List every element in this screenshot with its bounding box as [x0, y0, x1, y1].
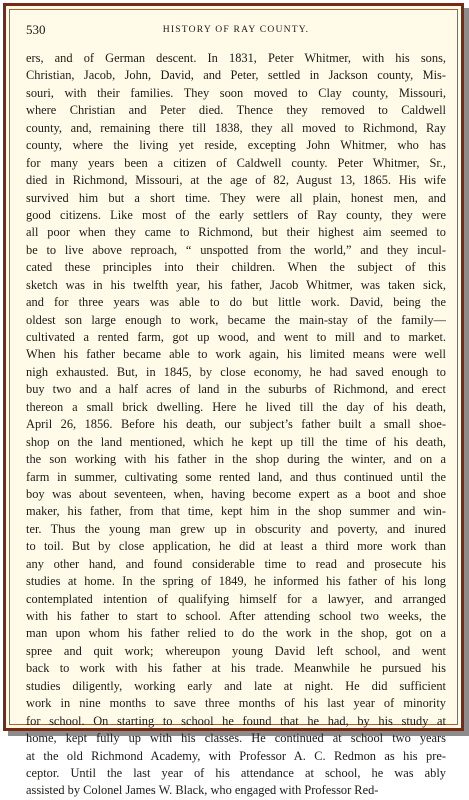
- text-line: farm in summer, cultivating some rented land, and thus continued until the: [26, 469, 446, 484]
- text-line: for school. On starting to school he found that he had, by his study at: [26, 713, 446, 728]
- text-line: ers, and of German descent. In 1831, Peter Whitmer, with his sons,: [26, 51, 446, 65]
- text-line: all poor when they came to Richmond, but their highest aim seemed to: [26, 225, 446, 240]
- text-line: sketch was in his twelfth year, his father, Jacob Whitmer, was taken sick,: [26, 277, 446, 292]
- page-border-outer: [3, 3, 464, 798]
- text-line: the son working with his father in the shop during the winter, and on a: [26, 452, 446, 467]
- text-line: studies at home. In the spring of 1849, he informed his father of his long: [26, 574, 446, 589]
- text-line: buy two and a half acres of land in the suburbs of Richmond, and erect: [26, 382, 446, 397]
- text-line: home, kept fully up with his classes. He continued at school two years: [26, 731, 446, 746]
- text-line: spree and quit work; whereupon young David left school, and went: [26, 643, 446, 658]
- text-line: ter. Thus the young man grew up in obscurity and poverty, and inured: [26, 521, 446, 536]
- text-line: shop on the land mentioned, which he kept up till the time of his death,: [26, 434, 446, 449]
- running-head: HISTORY OF RAY COUNTY.: [162, 24, 310, 35]
- text-line: at the old Richmond Academy, with Professor A. C. Redmon as his pre-: [26, 748, 446, 763]
- text-line: ceptor. Until the last year of his attendance at school, he was ably: [26, 765, 446, 780]
- text-line: cultivated a rented farm, got up wood, and went to mill and to market.: [26, 330, 446, 344]
- text-line: Christian, Jacob, John, David, and Peter, settled in Jackson county, Mis-: [26, 68, 446, 83]
- text-line: county, and, remaining there till 1838, they all moved to Richmond, Ray: [26, 120, 446, 135]
- text-line: man upon whom his father relied to do the work in the shop, got on a: [26, 626, 446, 641]
- text-line: souri, with their families. They soon moved to Clay county, Missouri,: [26, 85, 446, 100]
- text-line: be to live above reproach, “ unspotted from the world,” and they incul-: [26, 242, 446, 257]
- text-line: back to work with his father at his trade. Meanwhile he pursued his: [26, 661, 446, 676]
- text-line: work in nine months to save three months of his last year of minority: [26, 696, 446, 711]
- body-text: [26, 50, 446, 800]
- text-line: studies diligently, working early and late at night. He did sufficient: [26, 678, 446, 693]
- text-line: boy was about seventeen, when, having become expert as a boot and shoe: [26, 486, 446, 501]
- text-line: maker, his father, from that time, kept him in the shop summer and win-: [26, 504, 446, 519]
- text-line: county, where the living yet reside, excepting John Whitmer, who has: [26, 138, 446, 153]
- book-page: [26, 22, 446, 798]
- text-line: where Christian and Peter died. Thence they removed to Caldwell: [26, 103, 446, 118]
- text-line: cated these principles into their children. When the subject of this: [26, 260, 446, 275]
- page-number: 530: [26, 22, 46, 37]
- text-line: thereon a small brick dwelling. Here he lived till the day of his death,: [26, 399, 446, 414]
- text-line: and for three years was able to do but little work. David, being the: [26, 295, 446, 310]
- text-line: survived him but a short time. They were all plain, honest men, and: [26, 190, 446, 205]
- text-line: with his father to start to school. After attending school two weeks, the: [26, 609, 446, 623]
- text-line: to toil. But by close application, he did at least a third more work than: [26, 539, 446, 554]
- text-line: died in Richmond, Missouri, at the age of 82, August 13, 1865. His wife: [26, 173, 446, 188]
- text-line: good citizens. Like most of the early settlers of Ray county, they were: [26, 207, 446, 222]
- text-line: any other hand, and found considerable time to read and prosecute his: [26, 556, 446, 571]
- text-line: for many years been a citizen of Caldwell county. Peter Whitmer, Sr.,: [26, 155, 446, 170]
- text-line: assisted by Colonel James W. Black, who engaged with Professor Red-: [26, 783, 379, 798]
- text-line: contemplated intention of qualifying himself for a lawyer, and arranged: [26, 591, 446, 606]
- page-border-inner: [9, 9, 458, 798]
- text-line: April 26, 1856. Before his death, our subject’s father built a small shoe-: [26, 417, 446, 432]
- page-header: [26, 22, 446, 42]
- text-line: nigh exhausted. But, in 1845, by close economy, he had saved enough to: [26, 364, 446, 379]
- text-line: When his father became able to work again, his limited means were well: [26, 347, 446, 362]
- text-line: oldest son large enough to work, became the main-stay of the family—: [26, 312, 446, 327]
